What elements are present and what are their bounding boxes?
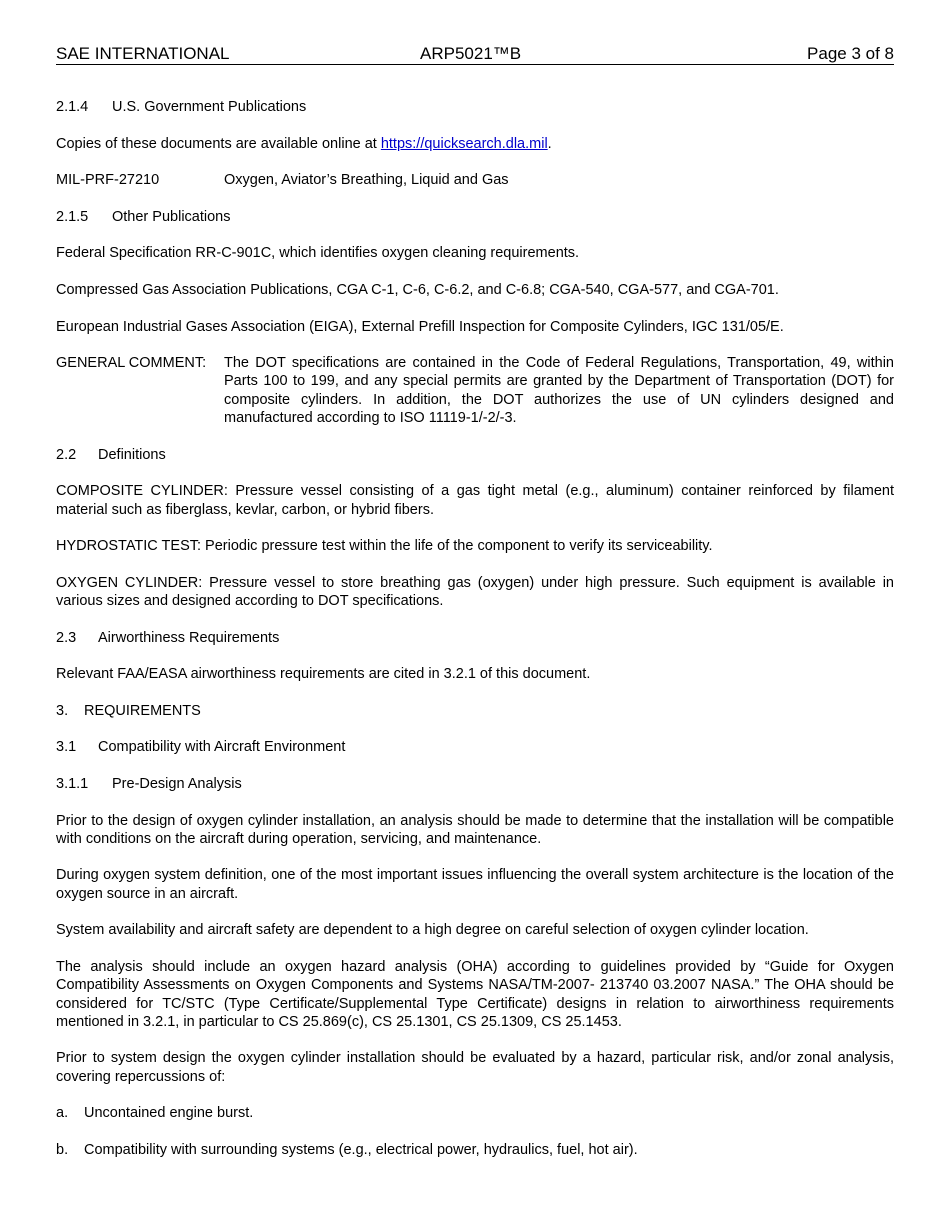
copies-paragraph	[56, 135, 894, 153]
airworthiness-paragraph: Relevant FAA/EASA airworthiness requirements are cited in 3.2.1 of this document.	[56, 666, 591, 683]
general-comment	[56, 354, 894, 427]
copies-text: Copies of these documents are available online at	[56, 135, 381, 152]
mil-spec-row	[56, 171, 894, 189]
section-number: 2.1.5	[56, 208, 89, 225]
list-text: Compatibility with surrounding systems (e.g., electrical power, hydraulics, fuel, hot air).	[84, 1141, 638, 1158]
paragraph-hazard-analysis: Prior to system design the oxygen cylinder installation should be evaluated by a hazard, particular risk, and/or zonal analysis, covering repercussions of:	[56, 1050, 894, 1085]
section-title: U.S. Government Publications	[112, 99, 307, 115]
section-number: 3.	[56, 702, 69, 719]
mil-spec-title: Oxygen, Aviator’s Breathing, Liquid and Gas	[224, 172, 509, 189]
section-heading-2-3	[56, 629, 894, 647]
federal-spec-paragraph: Federal Specification RR-C-901C, which identifies oxygen cleaning requirements.	[56, 245, 580, 262]
paragraph-oha: The analysis should include an oxygen hazard analysis (OHA) according to guidelines provided by “Guide for Oxygen Compatibility Assessments on Oxygen Components and Systems NASA/TM-2007- 213740 03.2007 NASA.” The OHA should be considered for TC/STC (Type Certificate/Supplemental Type Certificate) designs in relation to airworthiness requirements mentioned in 3.2.1, in particular to CS 25.869(c), CS 25.1301, CS 25.1309, CS 25.1453.	[56, 958, 894, 1030]
paragraph-pre-design: Prior to the design of oxygen cylinder installation, an analysis should be made to determine that the installation will be compatible with conditions on the aircraft during operation, servicing, and maintenance.	[56, 812, 894, 847]
eiga-paragraph: European Industrial Gases Association (EIGA), External Prefill Inspection for Composite Cylinders, IGC 131/05/E.	[56, 318, 784, 335]
list-item	[56, 1141, 894, 1159]
list-marker: b.	[56, 1141, 69, 1158]
section-heading-3-1-1	[56, 775, 894, 793]
section-number: 3.1.1	[56, 775, 89, 792]
list-marker: a.	[56, 1105, 69, 1122]
section-heading-3-1	[56, 738, 894, 756]
header-org: SAE INTERNATIONAL	[56, 44, 230, 63]
section-heading-2-1-5	[56, 208, 894, 226]
section-title: Definitions	[98, 446, 166, 463]
copies-end: .	[547, 135, 552, 152]
header-doc-id: ARP5021™B	[420, 44, 522, 63]
header-page-number: Page 3 of 8	[807, 44, 894, 63]
mil-spec-code: MIL-PRF-27210	[56, 172, 160, 189]
section-heading-2-2	[56, 446, 894, 464]
paragraph-system-definition: During oxygen system definition, one of the most important issues influencing the overall system architecture is the location of the oxygen source in an aircraft.	[56, 867, 894, 902]
list-text: Uncontained engine burst.	[84, 1105, 254, 1122]
section-number: 2.3	[56, 629, 77, 646]
section-title: Airworthiness Requirements	[98, 629, 280, 646]
section-number: 2.2	[56, 446, 77, 463]
section-heading-3	[56, 702, 894, 720]
definition-composite-cylinder: COMPOSITE CYLINDER: Pressure vessel consisting of a gas tight metal (e.g., aluminum) container reinforced by filament material such as fiberglass, kevlar, carbon, or hybrid fibers.	[56, 483, 894, 518]
definition-hydrostatic-test: HYDROSTATIC TEST: Periodic pressure test within the life of the component to verify its serviceability.	[56, 538, 713, 555]
list-item	[56, 1104, 894, 1122]
section-title: Other Publications	[112, 208, 231, 225]
document-body	[56, 98, 894, 1178]
section-title: Compatibility with Aircraft Environment	[98, 739, 346, 756]
general-comment-text: The DOT specifications are contained in the Code of Federal Regulations, Transportation, 49, within Parts 100 to 199, and any special permits are granted by the Department of Transportation (DOT) for composite cylinders. In addition, the DOT authorizes the use of UN cylinders designed and manufactured according to ISO 11119-1/-2/-3.	[224, 355, 894, 427]
paragraph-availability: System availability and aircraft safety are dependent to a high degree on careful selection of oxygen cylinder location.	[56, 922, 809, 939]
general-comment-label: GENERAL COMMENT:	[56, 355, 207, 372]
section-number: 3.1	[56, 739, 77, 756]
section-number: 2.1.4	[56, 99, 89, 115]
section-title: Pre-Design Analysis	[112, 775, 242, 792]
page-header	[56, 44, 894, 65]
quicksearch-link[interactable]: https://quicksearch.dla.mil	[380, 135, 548, 152]
section-title: REQUIREMENTS	[84, 702, 201, 719]
definition-oxygen-cylinder: OXYGEN CYLINDER: Pressure vessel to store breathing gas (oxygen) under high pressure. Such equipment is available in various sizes and designed according to DOT specifications.	[56, 574, 894, 610]
section-heading-2-1-4	[56, 98, 894, 116]
cga-paragraph: Compressed Gas Association Publications, CGA C-1, C-6, C-6.2, and C-6.8; CGA-540, CGA-577, and CGA-701.	[56, 281, 779, 298]
